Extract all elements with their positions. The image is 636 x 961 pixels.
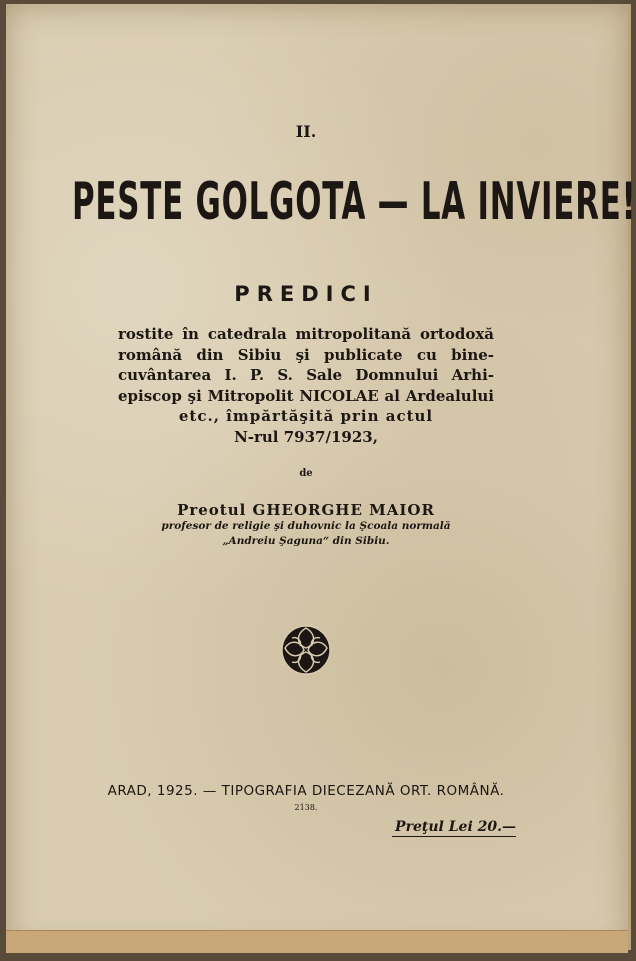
price-label: Preţul Lei 20.—	[392, 819, 516, 837]
floral-ornament-icon	[280, 624, 332, 676]
description-line: română din Sibiu şi publicate cu bine-	[118, 345, 494, 364]
by-label: de	[299, 468, 313, 479]
description-line: rostite în catedrala mitropolitană ortodoxă	[118, 325, 494, 343]
author-credentials-line2: „Andreiu Şaguna“ din Sibiu.	[222, 535, 390, 547]
book-subtitle: PREDICI	[234, 282, 378, 306]
author-credentials	[6, 519, 606, 549]
description-block	[118, 324, 494, 447]
author-name: Preotul GHEORGHE MAIOR	[177, 501, 435, 519]
description-line: cuvântarea I. P. S. Sale Domnului Arhi-	[118, 366, 494, 384]
volume-number: II.	[295, 122, 317, 141]
description-line: N-rul 7937/1923,	[234, 427, 378, 446]
imprint-line: ARAD, 1925. — TIPOGRAFIA DIECEZANĂ ORT. ROMÂNĂ.	[107, 783, 505, 799]
page-edge	[6, 930, 628, 953]
book-title: PESTE GOLGOTA — LA INVIERE!	[72, 172, 636, 233]
description-line: episcop şi Mitropolit NICOLAE al Ardealului	[118, 386, 494, 405]
print-number: 2138.	[294, 803, 318, 812]
description-line: etc., împărtăşită prin actul	[178, 407, 434, 425]
book-cover	[6, 4, 636, 950]
author-credentials-line1: profesor de religie şi duhovnic la Şcoala normală	[161, 520, 451, 532]
